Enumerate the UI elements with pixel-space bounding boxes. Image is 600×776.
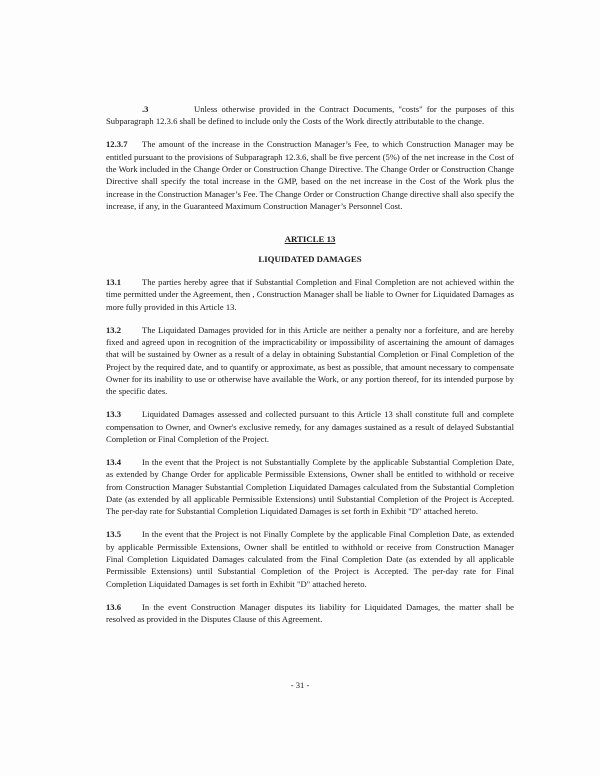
- section-text: Liquidated Damages assessed and collected pursuant to this Article 13 shall constitute full and complete compensation to Owner, and Owner's exclusive remedy, for any damages sustained as a result of delayed Substantial Completion or Final Completion of the Project.: [106, 409, 514, 445]
- section-number: 13.4: [106, 457, 122, 468]
- page-number: - 31 -: [290, 680, 310, 690]
- section-text: In the event that the Project is not Finally Complete by the applicable Final Completion Date, as extended by applicable Permissible Extensions, Owner shall be entitled to withhold or receive from Construction Manager Final Completion Liquidated Damages calculated from the Final Completion Date (as extended by all applicable Permissible Extensions) until Substantial Completion of the Project is Accepted. The per-day rate for Final Completion Liquidated Damages is set forth in Exhibit "D" attached hereto.: [106, 529, 514, 589]
- section-13-5: [106, 528, 514, 589]
- section-13-6: [106, 601, 514, 626]
- article-label: ARTICLE 13: [284, 234, 336, 245]
- section-12-3-7: [106, 138, 514, 212]
- section-number: 13.1: [106, 277, 122, 288]
- document-body: [106, 103, 514, 636]
- section-text: The parties hereby agree that if Substantial Completion and Final Completion are not achieved within the time permitted under the Agreement, then , Construction Manager shall be liable to Owner for Liquidated Damages as more fully provided in this Article 13.: [106, 277, 514, 312]
- section-13-3: [106, 408, 514, 445]
- section-number: 13.2: [106, 324, 122, 335]
- article-title: LIQUIDATED DAMAGES: [258, 254, 362, 265]
- section-text: The Liquidated Damages provided for in this Article are neither a penalty nor a forfeiture, and are hereby fixed and agreed upon in recognition of the impracticability or impossibility of ascertaining the amount of damages that will be sustained by Owner as a result of a delay in obtaining Substantial Completion or Final Completion of the Project by the required date, and to quantify or approximate, as best as possible, that amount necessary to compensate Owner for its inability to use or otherwise have available the Work, or any portion thereof, for its intended purpose by the specific dates.: [106, 324, 514, 397]
- subparagraph-3: [106, 103, 514, 128]
- section-13-1: [106, 276, 514, 313]
- section-number: 13.3: [106, 409, 122, 420]
- section-text: In the event Construction Manager disputes its liability for Liquidated Damages, the matter shall be resolved as provided in the Disputes Clause of this Agreement.: [106, 601, 514, 624]
- section-number: 13.5: [106, 529, 122, 540]
- section-text: The amount of the increase in the Construction Manager’s Fee, to which Construction Manager may be entitled pursuant to the provisions of Subparagraph 12.3.6, shall be five percent (5%) of the net increase in the Cost of the Work included in the Change Order or Construction Change Directive. The Change Order or Construction Change Directive shall specify the total increase in the GMP, based on the net increase in the Cost of the Work plus the increase in the Construction Manager’s Fee. The Change Order or Construction Change directive shall also specify the increase, if any, in the Guaranteed Maximum Construction Manager’s Personnel Cost.: [106, 139, 515, 211]
- subparagraph-text: Unless otherwise provided in the Contract Documents, "costs" for the purposes of this Subparagraph 12.3.6 shall be defined to include only the Costs of the Work directly attributable to the change.: [106, 104, 514, 127]
- section-number: 12.3.7: [106, 139, 128, 150]
- section-number: 13.6: [106, 601, 122, 612]
- subparagraph-number: .3: [142, 104, 149, 114]
- section-text: In the event that the Project is not Substantially Complete by the applicable Substantial Completion Date, as extended by Change Order for applicable Permissible Extensions, Owner shall be entitled to withhold or receive from Construction Manager Substantial Completion Liquidated Damages calculated from the Substantial Completion Date (as extended by all applicable Permissible Extensions) until Substantial Completion of the Project is Accepted. The per-day rate for Substantial Completion Liquidated Damages is set forth in Exhibit "D" attached hereto.: [106, 457, 514, 517]
- section-13-2: [106, 324, 514, 398]
- section-13-4: [106, 456, 514, 517]
